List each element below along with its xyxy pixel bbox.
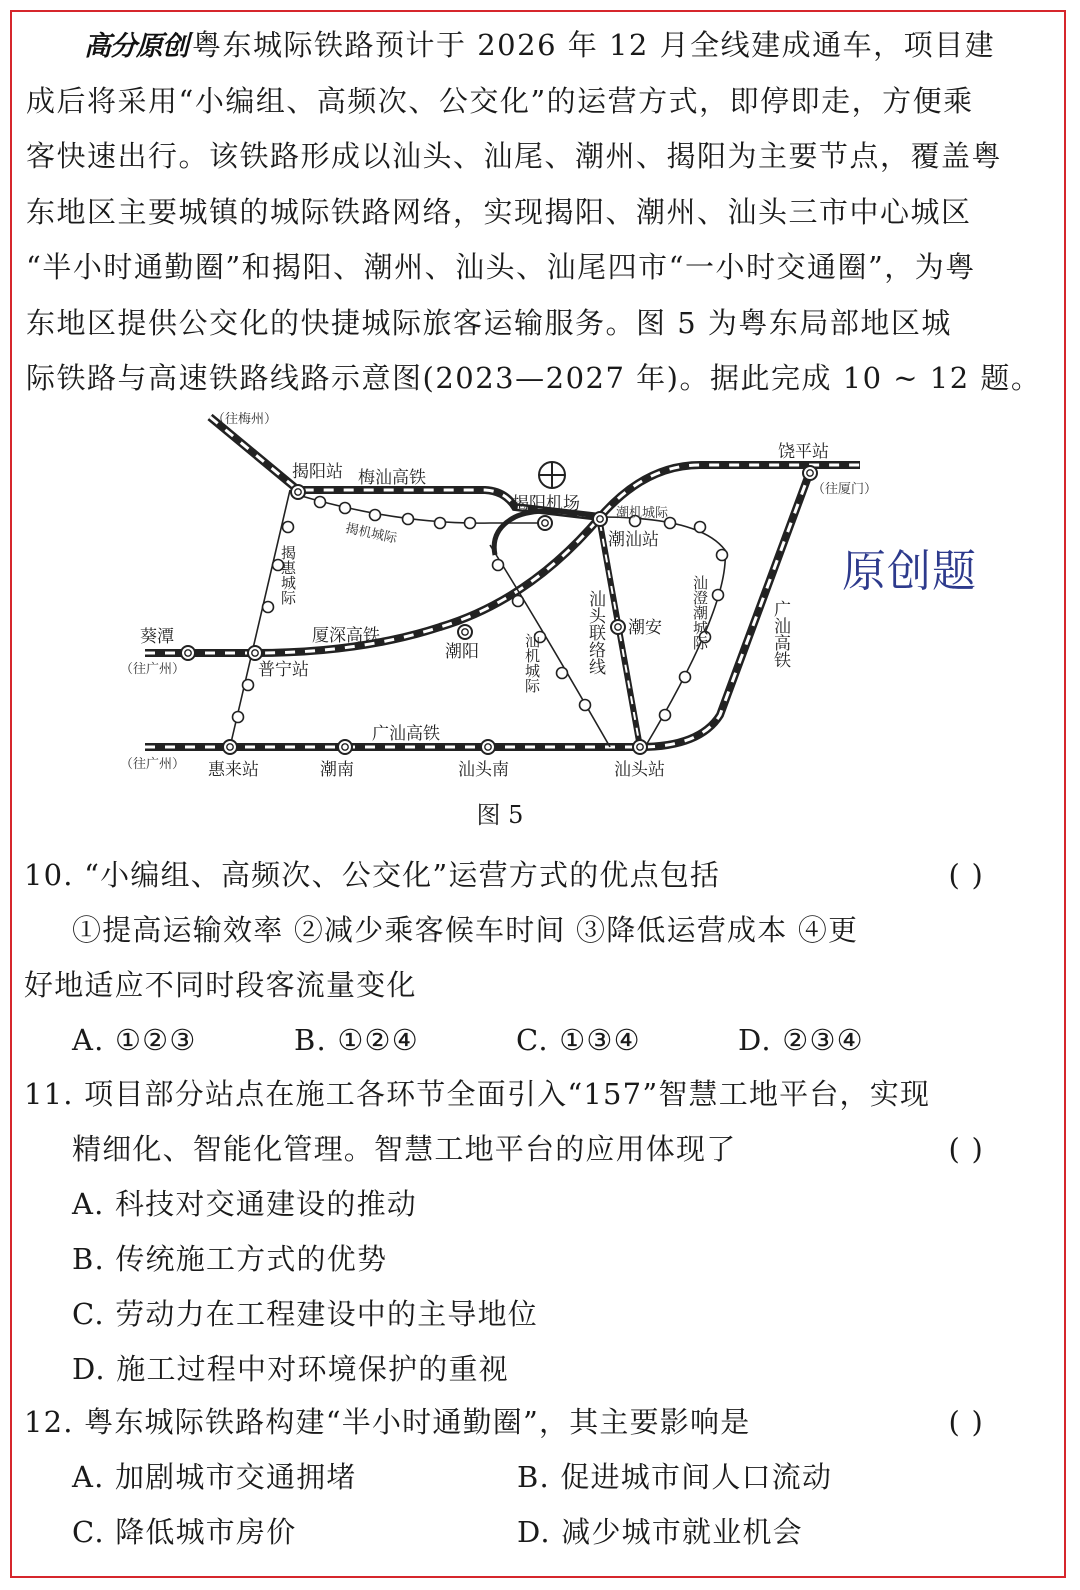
airport-icon — [539, 462, 565, 488]
option-b: B. 促进城市间人口流动 — [517, 1460, 833, 1494]
intro-line-3: 客快速出行。该铁路形成以汕头、汕尾、潮州、揭阳为主要节点，覆盖粤 — [26, 139, 1003, 173]
label-shantou-south: 汕头南 — [458, 760, 509, 780]
question-12-stem — [24, 1395, 984, 1450]
question-12-options-row2 — [24, 1505, 984, 1560]
label-shantou-station: 汕头站 — [614, 760, 665, 780]
intro-line-1 — [26, 18, 996, 74]
label-chaonan: 潮南 — [320, 760, 354, 780]
station-chaoan — [611, 620, 625, 634]
label-chaoyang: 潮阳 — [445, 642, 479, 662]
question-10-options — [24, 1013, 984, 1068]
question-11 — [24, 1067, 984, 1397]
question-10-stem-text: 10. “小编组、高频次、公交化”运营方式的优点包括 — [24, 858, 721, 892]
question-11-stem-text: 精细化、智能化管理。智慧工地平台的应用体现了 — [72, 1132, 737, 1166]
option-d: D. 施工过程中对环境保护的重视 — [72, 1352, 509, 1386]
jiehui-intercity-line — [230, 490, 290, 747]
answer-blank: ( ) — [948, 1405, 984, 1439]
station-kuitan — [181, 646, 195, 660]
label-chaoji-intercity: 潮机城际 — [616, 506, 669, 521]
option-a: A. 加剧城市交通拥堵 — [72, 1460, 357, 1494]
intro-line-4: 东地区主要城镇的城际铁路网络，实现揭阳、潮州、汕头三市中心城区 — [26, 194, 972, 229]
station-shantou — [633, 740, 647, 754]
intro-paragraph — [26, 18, 1042, 407]
label-jieji-intercity: 揭机城际 — [344, 521, 399, 547]
label-meishan-hsr: 梅汕高铁 — [358, 468, 426, 488]
intro-text: 粤东城际铁路预计于 2026 年 12 月全线建成通车，项目建 — [192, 28, 996, 62]
option-d: D. 减少城市就业机会 — [517, 1515, 803, 1549]
question-11-stem-line2 — [24, 1122, 984, 1177]
label-to-meizhou: （往梅州） — [212, 412, 278, 427]
intro-line-6: 东地区提供公交化的快捷城际旅客运输服务。图 5 为粤东局部地区城 — [26, 305, 952, 340]
option-c: C. 劳动力在工程建设中的主导地位 — [72, 1297, 538, 1331]
option-b: B. 传统施工方式的优势 — [72, 1242, 388, 1276]
figure-caption: 图 5 — [476, 801, 524, 829]
brand-logo: 高分原创 — [84, 31, 188, 62]
label-xiashen-hsr: 厦深高铁 — [312, 626, 380, 646]
label-shantou-link: 汕头联络线 — [585, 590, 605, 675]
label-to-xiamen: （往厦门） — [812, 482, 878, 497]
station-huilai — [223, 740, 237, 754]
station-raoping — [803, 466, 817, 480]
label-jiehui-intercity: 揭惠城际 — [279, 545, 297, 605]
label-to-guangzhou-2: （往广州） — [120, 757, 186, 772]
label-huilai-station: 惠来站 — [208, 760, 259, 780]
question-11-stem-line1: 11. 项目部分站点在施工各环节全面引入“157”智慧工地平台，实现 — [24, 1077, 931, 1111]
label-shanji-intercity: 汕机城际 — [523, 633, 541, 693]
answer-blank: ( ) — [948, 1132, 984, 1166]
railway-map-svg — [120, 405, 880, 785]
label-guangshan-hsr: 广汕高铁 — [372, 724, 440, 744]
original-question-stamp: 原创题 — [842, 546, 977, 597]
label-raoping-station: 饶平站 — [778, 442, 829, 462]
answer-blank: ( ) — [948, 858, 984, 892]
label-chaoshan-station: 潮汕站 — [608, 530, 659, 550]
label-kuitan: 葵潭 — [140, 627, 174, 647]
station-chaonan — [338, 740, 352, 754]
question-12-stem-text: 12. 粤东城际铁路构建“半小时通勤圈”，其主要影响是 — [24, 1405, 751, 1439]
intro-line-7: 际铁路与高速铁路线路示意图(2023—2027 年)。据此完成 10 ~ 12 题。 — [26, 361, 1042, 395]
option-c: C. 降低城市房价 — [72, 1515, 297, 1549]
option-a: A. 科技对交通建设的推动 — [72, 1187, 417, 1221]
railway-map — [120, 405, 880, 785]
question-10-items-line1: ①提高运输效率 ②减少乘客候车时间 ③降低运营成本 ④更 — [72, 913, 859, 947]
question-12-options-row1 — [24, 1450, 984, 1505]
option-a: A. ①②③ — [72, 1023, 197, 1057]
label-puning-station: 普宁站 — [258, 660, 309, 680]
label-jieyang-station: 揭阳站 — [292, 462, 343, 482]
label-guangshan-hsr-vertical: 广汕高铁 — [770, 600, 790, 668]
station-puning — [248, 646, 262, 660]
question-10-items-line2: 好地适应不同时段客流量变化 — [24, 968, 417, 1002]
question-10 — [24, 848, 984, 1068]
hsr-lines — [145, 417, 860, 747]
intro-line-5: “半小时通勤圈”和揭阳、潮州、汕头、汕尾四市“一小时交通圈”，为粤 — [26, 250, 976, 284]
option-d: D. ②③④ — [738, 1023, 864, 1057]
option-b: B. ①②④ — [294, 1023, 419, 1057]
label-to-guangzhou-1: （往广州） — [120, 662, 186, 677]
intro-line-2: 成后将采用“小编组、高频次、公交化”的运营方式，即停即走，方便乘 — [26, 83, 974, 118]
station-chaoshan — [593, 512, 607, 526]
station-jieyang-airport — [538, 516, 552, 530]
label-jieyang-airport: 揭阳机场 — [512, 494, 580, 514]
station-chaoyang — [458, 625, 472, 639]
station-jieyang — [291, 485, 305, 499]
question-12 — [24, 1395, 984, 1560]
question-10-stem — [24, 848, 984, 903]
station-shantou-south — [481, 740, 495, 754]
option-c: C. ①③④ — [516, 1023, 641, 1057]
label-chaoan: 潮安 — [628, 618, 662, 638]
label-shancheng-intercity: 汕澄潮城际 — [691, 575, 709, 650]
